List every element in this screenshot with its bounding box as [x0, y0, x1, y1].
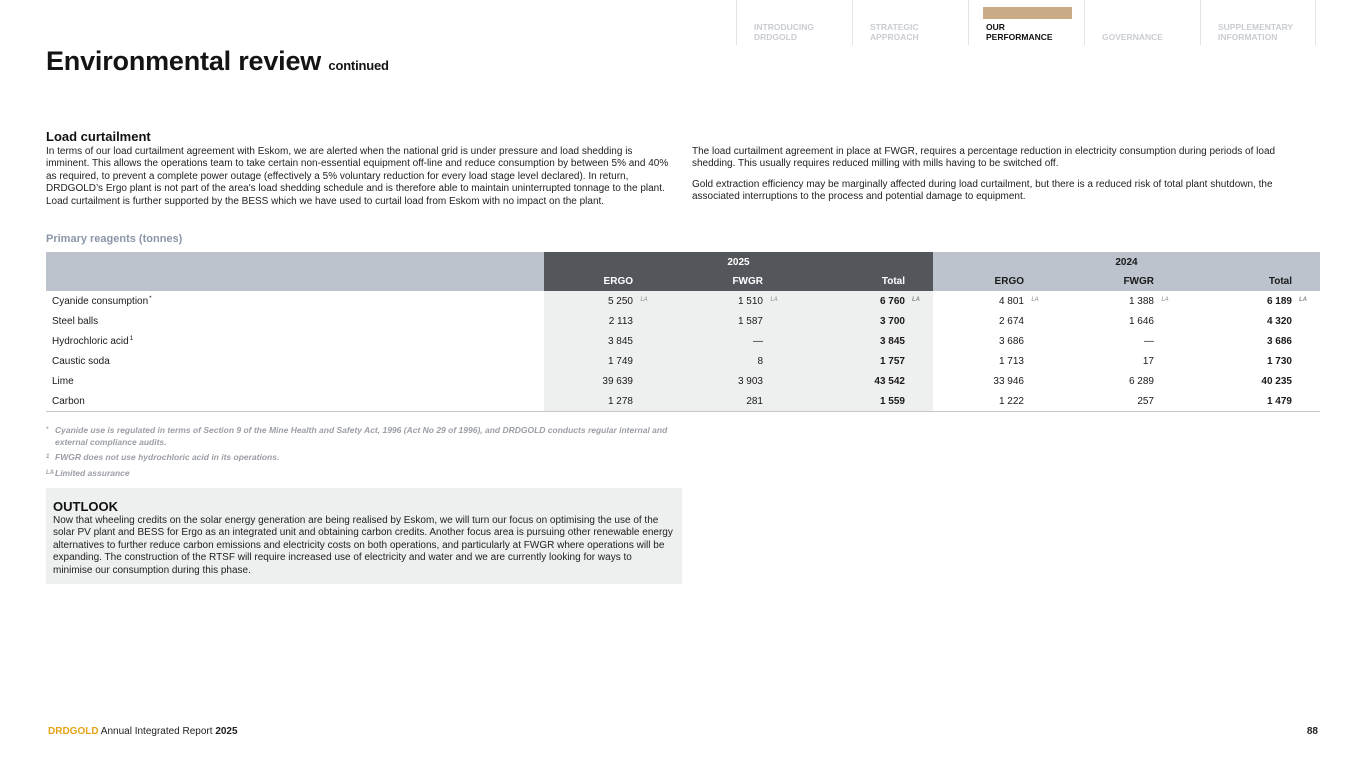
header-ergo-2025	[544, 272, 661, 291]
cell-value: 3 845	[879, 335, 905, 347]
page-title-main: Environmental review	[46, 46, 322, 76]
cell-value: 1 646	[1128, 315, 1154, 327]
limited-assurance-mark: LA	[770, 296, 778, 303]
limited-assurance-mark: LA	[1161, 296, 1169, 303]
load-curtailment-left-column	[46, 146, 678, 208]
outlook-text: Now that wheeling credits on the solar energy generation are being realised by Eskom, we will turn our focus on optimising the use of the solar PV plant and BESS for Ergo as an integrated unit and obtaining carbon credits. Another focus area is pursuing other renewable energy alternatives to further reduce carbon emissions and electricity costs on both operations, and particularly at FWGR where operations will be expanding. The construction of the RTSF will require increased use of electricity and water and we are currently looking for ways to minimise our consumption during this phase.	[53, 515, 673, 576]
table-row	[46, 331, 1320, 351]
cell-fwgr-2025	[661, 391, 791, 412]
cell-ergo-2024	[933, 391, 1052, 412]
cell-value: 6 289	[1128, 375, 1154, 387]
footer-year: 2025	[215, 726, 238, 737]
cell-value: 1 479	[1266, 395, 1292, 407]
cell-value: 5 250	[607, 295, 633, 307]
tab-label-line2: PERFORMANCE	[986, 32, 1053, 42]
table-row	[46, 291, 1320, 311]
tab-label-line1: GOVERNANCE	[1102, 32, 1163, 42]
cell-ergo-2025	[544, 391, 661, 412]
cell-value: 3 903	[737, 375, 763, 387]
cell-total-2025	[791, 311, 933, 331]
header-label: ERGO	[994, 276, 1024, 287]
tab-our-performance[interactable]	[968, 0, 1084, 45]
row-label-cell	[46, 391, 544, 412]
outlook-title: OUTLOOK	[53, 499, 118, 514]
outlook-box	[46, 488, 682, 584]
cell-value: 33 946	[993, 375, 1024, 387]
footnote-reference: *	[149, 295, 152, 302]
cell-value: 1 749	[607, 355, 633, 367]
cell-total-2025	[791, 391, 933, 412]
row-label-cell	[46, 351, 544, 371]
cell-value: 8	[757, 355, 763, 367]
cell-ergo-2024	[933, 331, 1052, 351]
cell-fwgr-2025	[661, 331, 791, 351]
row-label: Hydrochloric acid	[52, 336, 129, 347]
row-label: Cyanide consumption	[52, 296, 149, 307]
tab-introducing-drdgold[interactable]	[736, 0, 852, 45]
cell-total-2024	[1182, 311, 1320, 331]
header-total-2025	[791, 272, 933, 291]
cell-fwgr-2025	[661, 351, 791, 371]
cell-value: 1 713	[998, 355, 1024, 367]
footnote-text: Cyanide use is regulated in terms of Section 9 of the Mine Health and Safety Act, 1996 (Act No 29 of 1996), and DRDGOLD conducts regular internal and external compliance audits.	[55, 425, 668, 447]
load-curtailment-left-paragraph: In terms of our load curtailment agreement with Eskom, we are alerted when the national grid is under pressure and load shedding is imminent. This allows the operations team to take certain non-essential equipment off-line and reduce consumption by between 5% and 40% as required, to prevent a complete power outage (effectively a 5% voluntary reduction for every load stage level declared). In return, DRDGOLD’s Ergo plant is not part of the area's load shedding schedule and is therefore able to maintain uninterrupted tonnage to the plant. Load curtailment is further supported by the BESS which we have used to curtail load from Eskom with no impact on the plant.	[46, 146, 669, 207]
cell-value: 3 700	[879, 315, 905, 327]
load-curtailment-right-paragraph-2: Gold extraction efficiency may be marginally affected during load curtailment, but there is a reduced risk of total plant shutdown, the associated interruptions to the process and potential damage to equipment.	[692, 178, 1273, 203]
row-label-cell	[46, 331, 544, 351]
header-label: ERGO	[603, 276, 633, 287]
header-blank	[46, 252, 544, 272]
load-curtailment-right-column	[692, 146, 1320, 212]
footnote-text: FWGR does not use hydrochloric acid in its operations.	[55, 452, 280, 462]
page-title-suffix: continued	[328, 58, 389, 73]
cell-value: 4 320	[1266, 315, 1292, 327]
header-ergo-2024	[933, 272, 1052, 291]
cell-value: 1 510	[737, 295, 763, 307]
cell-value: 3 686	[1266, 335, 1292, 347]
cell-value: 6 760	[879, 295, 905, 307]
tab-strategic-approach[interactable]	[852, 0, 968, 45]
cell-value: 39 639	[602, 375, 633, 387]
cell-value: 2 113	[608, 315, 633, 327]
cell-ergo-2024	[933, 291, 1052, 311]
cell-value: —	[1144, 335, 1154, 347]
cell-ergo-2024	[933, 371, 1052, 391]
cell-value: 1 559	[879, 395, 905, 407]
cell-value: 4 801	[998, 295, 1024, 307]
cell-fwgr-2025	[661, 371, 791, 391]
cell-ergo-2025	[544, 311, 661, 331]
cell-ergo-2025	[544, 371, 661, 391]
footnote-hydrochloric	[46, 452, 676, 464]
header-label: Total	[881, 276, 905, 287]
footnote-reference: 1	[129, 335, 134, 342]
cell-value: 281	[746, 395, 763, 407]
cell-total-2024	[1182, 371, 1320, 391]
cell-ergo-2024	[933, 351, 1052, 371]
limited-assurance-mark: LA	[640, 296, 648, 303]
footnote-text: Limited assurance	[55, 467, 130, 478]
table-row	[46, 351, 1320, 371]
cell-fwgr-2025	[661, 291, 791, 311]
table-row	[46, 371, 1320, 391]
cell-fwgr-2024	[1052, 371, 1182, 391]
cell-fwgr-2024	[1052, 311, 1182, 331]
tab-label-line2: APPROACH	[870, 32, 919, 42]
tab-supplementary-information[interactable]	[1200, 0, 1316, 45]
cell-ergo-2025	[544, 331, 661, 351]
cell-fwgr-2024	[1052, 331, 1182, 351]
footnote-limited-assurance	[46, 468, 676, 480]
cell-value: 1 278	[607, 395, 633, 407]
cell-value: 1 730	[1266, 355, 1292, 367]
reagents-table-title: Primary reagents (tonnes)	[46, 233, 183, 245]
cell-value: 1 587	[737, 315, 763, 327]
tab-label-line2: DRDGOLD	[754, 32, 797, 42]
footnote-cyanide	[46, 425, 676, 448]
load-curtailment-heading: Load curtailment	[46, 129, 151, 144]
row-label: Caustic soda	[52, 355, 110, 367]
cell-value: 2 674	[998, 315, 1024, 327]
header-label: FWGR	[732, 276, 763, 287]
cell-value: 3 845	[607, 335, 633, 347]
table-row	[46, 391, 1320, 412]
cell-fwgr-2024	[1052, 351, 1182, 371]
footnote-mark: 1	[46, 454, 50, 460]
footer	[48, 726, 238, 737]
cell-fwgr-2025	[661, 311, 791, 331]
header-fwgr-2025	[661, 272, 791, 291]
header-year-2024: 2024	[933, 252, 1320, 272]
row-label: Lime	[52, 375, 74, 387]
cell-total-2025	[791, 291, 933, 311]
cell-value: 257	[1137, 395, 1154, 407]
reagents-table-body	[46, 291, 1320, 412]
row-label: Carbon	[52, 395, 85, 407]
footer-report-name: Annual Integrated Report	[98, 726, 216, 737]
row-label-cell	[46, 311, 544, 331]
cell-ergo-2025	[544, 351, 661, 371]
cell-total-2024	[1182, 291, 1320, 311]
cell-value: 40 235	[1261, 375, 1292, 387]
cell-value: 6 189	[1266, 295, 1292, 307]
page-title	[46, 46, 389, 77]
cell-ergo-2025	[544, 291, 661, 311]
cell-value: 1 388	[1128, 295, 1154, 307]
tab-governance[interactable]	[1084, 0, 1200, 45]
tab-label-line1: STRATEGIC	[870, 22, 919, 32]
cell-total-2024	[1182, 331, 1320, 351]
header-blank	[46, 272, 544, 291]
table-footnotes	[46, 425, 676, 483]
table-row	[46, 311, 1320, 331]
row-label: Steel balls	[52, 315, 99, 327]
section-nav	[736, 0, 1316, 45]
cell-value: 43 542	[874, 375, 905, 387]
header-total-2024	[1182, 272, 1320, 291]
limited-assurance-mark: LA	[912, 296, 920, 303]
footnote-mark: *	[46, 427, 49, 433]
cell-ergo-2024	[933, 311, 1052, 331]
cell-total-2025	[791, 351, 933, 371]
header-label: FWGR	[1123, 276, 1154, 287]
cell-value: —	[753, 335, 763, 347]
limited-assurance-mark: LA	[1031, 296, 1039, 303]
tab-label-line2: INFORMATION	[1218, 32, 1278, 42]
cell-value: 1 757	[879, 355, 905, 367]
cell-total-2025	[791, 331, 933, 351]
footnote-mark: LA	[46, 469, 54, 476]
row-label-cell	[46, 371, 544, 391]
tab-label-line1: OUR	[986, 22, 1005, 32]
header-fwgr-2024	[1052, 272, 1182, 291]
page-number: 88	[1306, 726, 1318, 737]
cell-value: 3 686	[998, 335, 1024, 347]
footer-brand: DRDGOLD	[48, 726, 99, 737]
tab-label-line1: SUPPLEMENTARY	[1218, 22, 1294, 32]
cell-fwgr-2024	[1052, 391, 1182, 412]
cell-total-2024	[1182, 391, 1320, 412]
active-tab-indicator	[983, 7, 1072, 19]
cell-fwgr-2024	[1052, 291, 1182, 311]
header-year-2025: 2025	[544, 252, 933, 272]
reagents-table	[46, 252, 1320, 412]
cell-total-2024	[1182, 351, 1320, 371]
cell-total-2025	[791, 371, 933, 391]
row-label-cell	[46, 291, 544, 311]
load-curtailment-right-paragraph-1: The load curtailment agreement in place at FWGR, requires a percentage reduction in electricity consumption during periods of load shedding. This usually requires reduced milling with mills having to be switched off.	[692, 146, 1276, 170]
limited-assurance-mark: LA	[1299, 296, 1307, 303]
cell-value: 1 222	[998, 395, 1024, 407]
cell-value: 17	[1142, 355, 1154, 367]
header-label: Total	[1268, 276, 1292, 287]
tab-label-line1: INTRODUCING	[754, 22, 814, 32]
